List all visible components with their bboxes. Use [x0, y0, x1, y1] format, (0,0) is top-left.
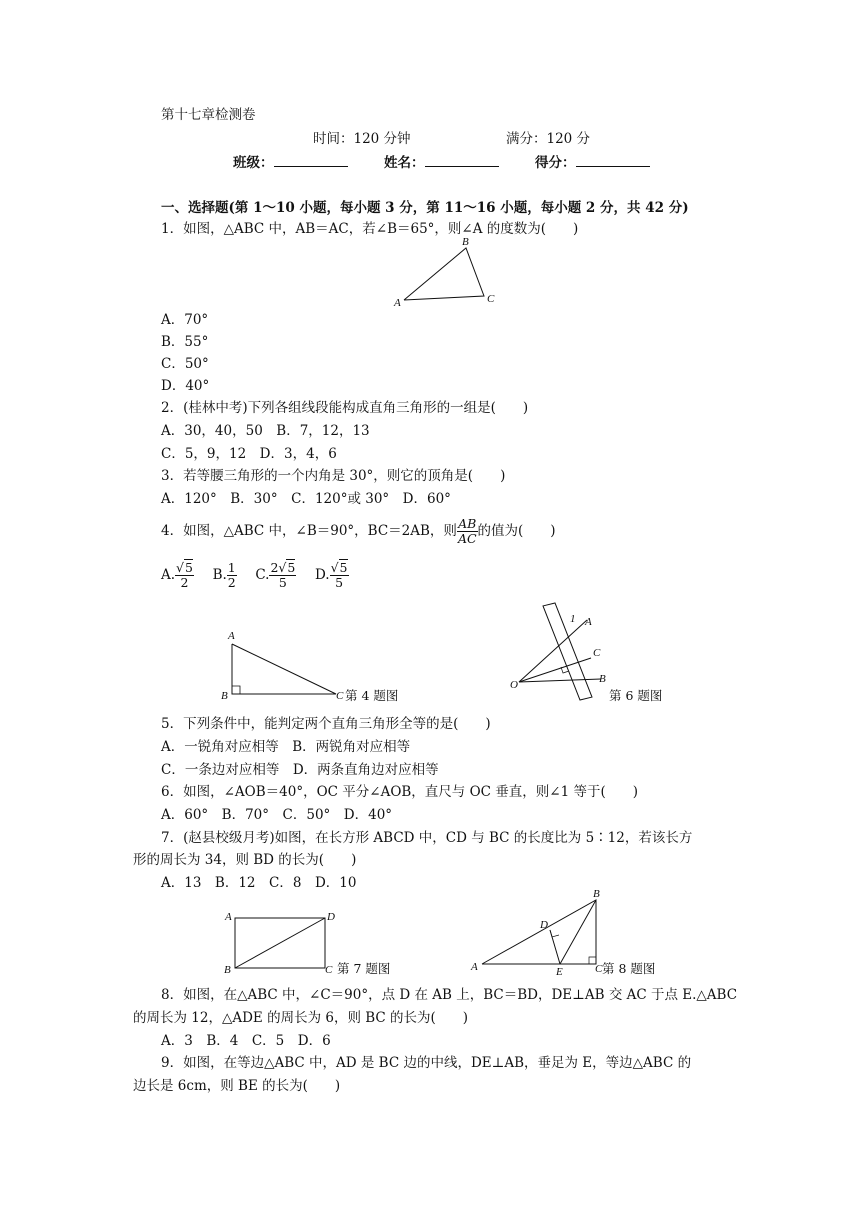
- q7-options[interactable]: A．13 B．12 C．8 D．10: [161, 875, 357, 891]
- q4-option-d[interactable]: D. $\frac{√5}{5}$: [314, 560, 348, 590]
- q4-option-c-den: 5: [278, 575, 287, 590]
- q4-option-c-label: C.: [255, 567, 270, 583]
- q3-options[interactable]: A．120° B．30° C．120°或 30° D．60°: [161, 491, 451, 507]
- q9-stem-line2: 边长是 6cm，则 BE 的长为( ): [133, 1078, 341, 1094]
- class-label: 班级：: [233, 155, 274, 171]
- q6-label-a: A: [585, 616, 592, 628]
- score-field[interactable]: [535, 153, 650, 172]
- q4-option-d-den: 5: [335, 575, 344, 590]
- q3-stem: 3．若等腰三角形的一个内角是 30°，则它的顶角是( ): [161, 468, 506, 484]
- q4-option-c-coef: 2: [270, 560, 279, 575]
- q4-option-a[interactable]: A. $\frac{√5}{2}$: [161, 560, 193, 590]
- exam-time: 时间：120 分钟: [313, 131, 411, 147]
- q8-label-d: D: [540, 919, 548, 931]
- q4-option-a-den: 2: [180, 575, 189, 590]
- q8-label-c: C: [595, 963, 603, 975]
- q4-option-b-den: 2: [227, 575, 236, 590]
- q4-stem-a: 4．如图，△ABC 中，∠B＝90°，BC＝2AB，则: [161, 523, 457, 539]
- q1-option-d[interactable]: D．40°: [161, 378, 210, 394]
- exam-full-score: 满分：120 分: [506, 131, 591, 147]
- q1-stem: 1．如图，△ABC 中，AB＝AC，若∠B＝65°，则∠A 的度数为( ): [161, 221, 579, 237]
- q7-label-b: B: [224, 964, 231, 976]
- q7-label-a: A: [225, 911, 232, 923]
- name-label: 姓名：: [384, 155, 425, 171]
- q2-stem: 2．(桂林中考)下列各组线段能构成直角三角形的一组是( ): [161, 400, 529, 416]
- q1-label-b: B: [462, 236, 469, 248]
- q8-label-a: A: [471, 961, 478, 973]
- q6-stem: 6．如图，∠AOB＝40°，OC 平分∠AOB，直尺与 OC 垂直，则∠1 等于( ): [161, 784, 639, 800]
- score-blank[interactable]: [576, 153, 650, 167]
- q7-stem-line1: 7．(赵县校级月考)如图，在长方形 ABCD 中，CD 与 BC 的长度比为 5∶12，若该长方: [161, 830, 693, 846]
- score-label: 得分：: [535, 155, 576, 171]
- q4-option-b-num: 1: [227, 560, 236, 575]
- q6-label-1: 1: [570, 613, 576, 625]
- q7-stem-line2: 形的周长为 34，则 BD 的长为( ): [133, 852, 357, 868]
- q1-label-c: C: [487, 293, 495, 305]
- q8-label-e: E: [556, 966, 563, 978]
- q8-stem-line1: 8．如图，在△ABC 中，∠C＝90°，点 D 在 AB 上，BC＝BD，DE⊥AB 交 AC 于点 E.△ABC: [161, 987, 738, 1003]
- q4-fraction: [457, 517, 478, 546]
- q9-stem-line1: 9．如图，在等边△ABC 中，AD 是 BC 边的中线，DE⊥AB，垂足为 E，等边△ABC 的: [161, 1055, 692, 1071]
- q7-label-c: C: [325, 964, 333, 976]
- q7-label-d: D: [327, 911, 335, 923]
- class-blank[interactable]: [274, 153, 348, 167]
- q4-stem-b: 的值为( ): [477, 523, 556, 539]
- q4-triangle-figure: [222, 628, 352, 708]
- name-field[interactable]: [384, 153, 499, 172]
- name-blank[interactable]: [425, 153, 499, 167]
- section-heading: 一、选择题(第 1～10 小题，每小题 3 分，第 11～16 小题，每小题 2 分，共 42 分): [161, 200, 689, 216]
- q4-stem: [161, 516, 556, 546]
- q4-frac-den: AC: [457, 531, 477, 546]
- q8-label-b: B: [593, 888, 600, 900]
- q4-option-c-rad: 5: [287, 560, 296, 575]
- q8-options[interactable]: A．3 B．4 C．5 D．6: [161, 1033, 331, 1049]
- q6-label-o: O: [510, 679, 518, 691]
- q6-label-c: C: [593, 647, 601, 659]
- q4-option-b[interactable]: [212, 560, 237, 590]
- q4-option-d-label: D.: [314, 567, 330, 583]
- q1-triangle-figure: [390, 238, 510, 313]
- q4-options: [161, 560, 349, 590]
- q6-label-b: B: [599, 673, 606, 685]
- q8-stem-line2: 的周长为 12，△ADE 的周长为 6，则 BC 的长为( ): [133, 1010, 469, 1026]
- q4-label-a: A: [228, 630, 235, 642]
- q7-rectangle-figure: [222, 906, 342, 976]
- q8-triangle-figure: [468, 890, 608, 980]
- q4-option-b-label: B.: [212, 567, 227, 583]
- q5-options-line2[interactable]: C．一条边对应相等 D．两条直角边对应相等: [161, 762, 439, 778]
- q5-options-line1[interactable]: A．一锐角对应相等 B．两锐角对应相等: [161, 739, 411, 755]
- q6-caption: 第 6 题图: [609, 688, 663, 703]
- q4-option-d-rad: 5: [339, 560, 348, 575]
- q2-options-line1[interactable]: A．30，40，50 B．7，12，13: [161, 423, 370, 439]
- q4-label-b: B: [221, 690, 228, 702]
- q1-option-a[interactable]: A．70°: [161, 312, 209, 328]
- q8-caption: 第 8 题图: [602, 961, 656, 976]
- q4-label-c: C: [336, 690, 344, 702]
- q7-caption: 第 7 题图: [337, 961, 391, 976]
- q6-options[interactable]: A．60° B．70° C．50° D．40°: [161, 807, 393, 823]
- q1-option-b[interactable]: B．55°: [161, 334, 209, 350]
- q4-frac-num: AB: [458, 516, 477, 531]
- q4-caption: 第 4 题图: [345, 688, 399, 703]
- q2-options-line2[interactable]: C．5，9，12 D．3，4，6: [161, 446, 337, 462]
- q5-stem: 5．下列条件中，能判定两个直角三角形全等的是( ): [161, 716, 491, 732]
- q4-option-a-label: A.: [161, 567, 176, 583]
- q6-ruler-angle-figure: [505, 606, 615, 696]
- page-title: 第十七章检测卷: [161, 107, 256, 123]
- q1-option-c[interactable]: C．50°: [161, 356, 209, 372]
- q1-label-a: A: [394, 297, 401, 309]
- q4-option-c[interactable]: C. $\frac{2√5}{5}$: [255, 560, 296, 590]
- class-field[interactable]: [233, 153, 348, 172]
- q4-option-a-rad: 5: [185, 560, 193, 575]
